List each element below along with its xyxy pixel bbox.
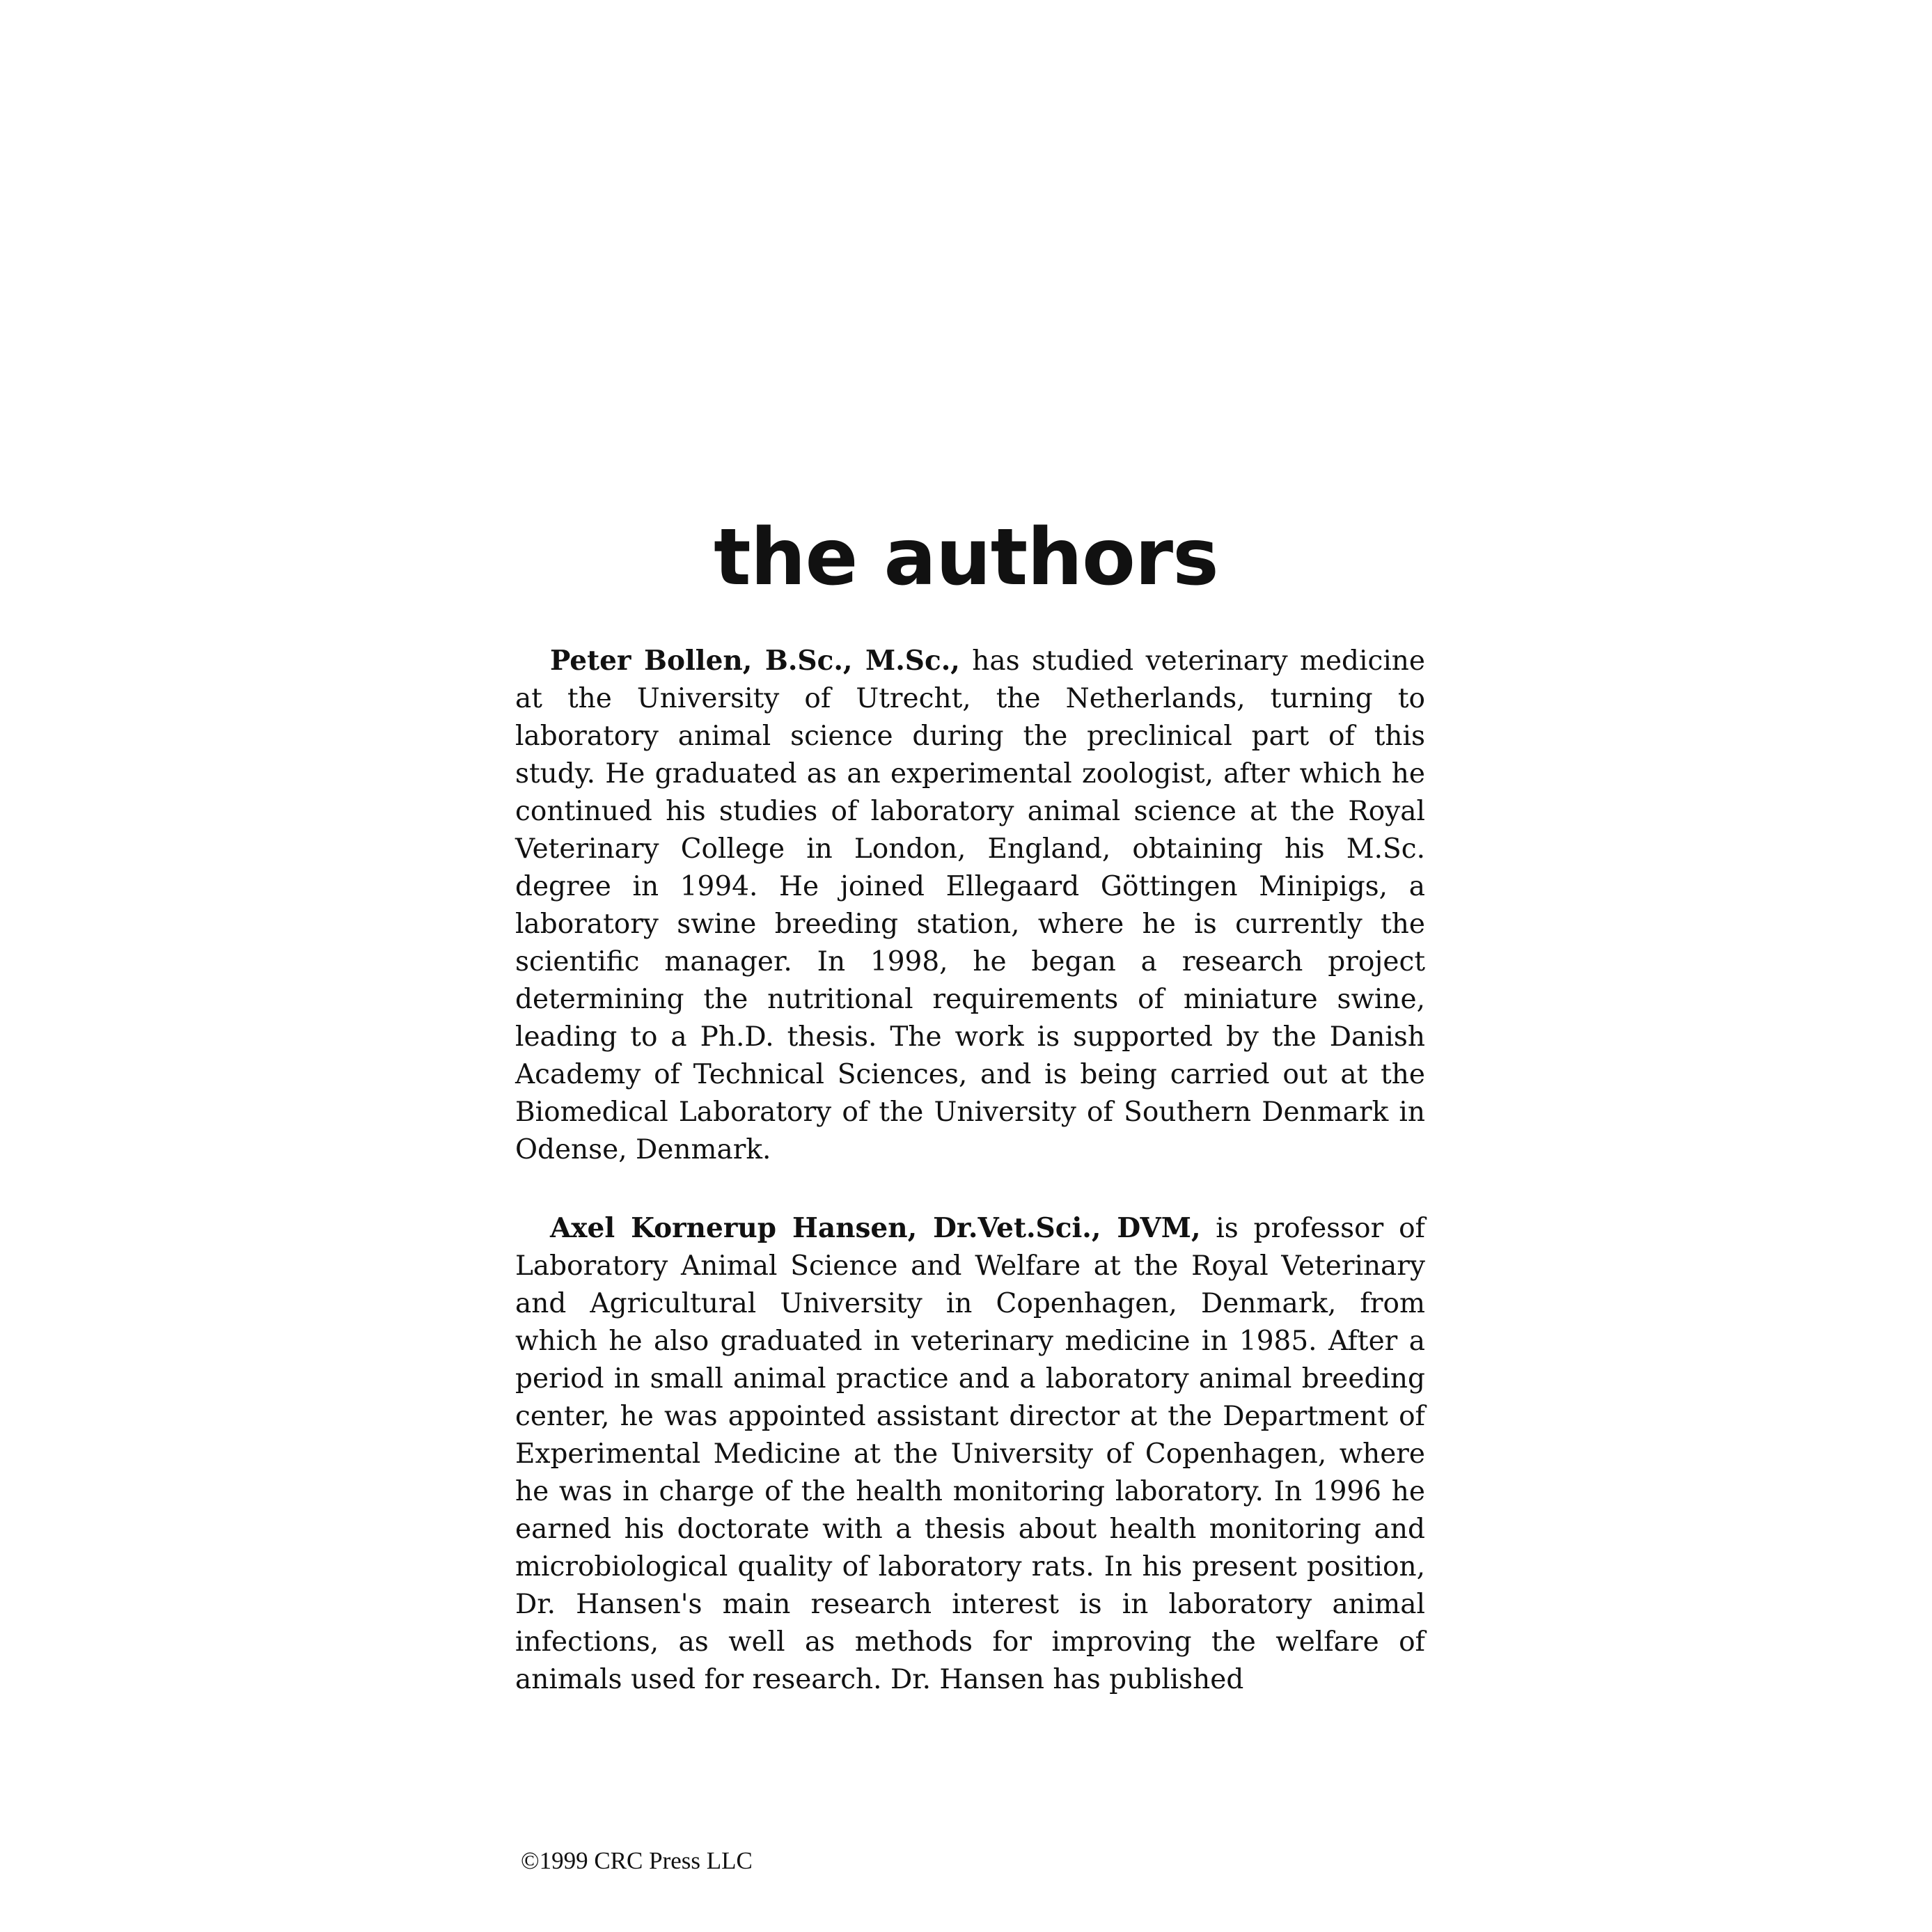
author-bio-paragraph	[515, 1209, 1425, 1699]
page-title: the authors	[714, 512, 1218, 603]
author-bio-text: is professor of Laboratory Animal Science and Welfare at the Royal Veterinary and Agricultural University in Copenhagen, Denmark, from which he also graduated in veterinary medicine in 1985. After a period in small animal practice and a laboratory animal breeding center, he was appointed assistant director at the Department of Experimental Medicine at the University of Copenhagen, where he was in charge of the health monitoring laboratory. In 1996 he earned his doctorate with a thesis about health monitoring and microbiological quality of laboratory rats. In his present position, Dr. Hansen's main research interest is in laboratory animal infections, as well as methods for improving the welfare of animals used for research. Dr. Hansen has published	[515, 1213, 1425, 1695]
author-bio-text: has studied veterinary medicine at the University of Utrecht, the Netherlands, turning to laboratory animal science during the preclinical part of this study. He graduated as an experimental zoologist, after which he continued his studies of laboratory animal science at the Royal Veterinary College in London, England, obtaining his M.Sc. degree in 1994. He joined Ellegaard Göttingen Minipigs, a laboratory swine breeding station, where he is currently the scientific manager. In 1998, he began a research project determining the nutritional requirements of miniature swine, leading to a Ph.D. thesis. The work is supported by the Danish Academy of Technical Sciences, and is being carried out at the Biomedical Laboratory of the University of Southern Denmark in Odense, Denmark.	[515, 645, 1425, 1165]
author-name: Peter Bollen, B.Sc., M.Sc.,	[550, 645, 960, 677]
author-bio-paragraph	[515, 642, 1425, 1169]
author-name: Axel Kornerup Hansen, Dr.Vet.Sci., DVM,	[550, 1212, 1201, 1244]
copyright-footer: ©1999 CRC Press LLC	[521, 1847, 753, 1874]
